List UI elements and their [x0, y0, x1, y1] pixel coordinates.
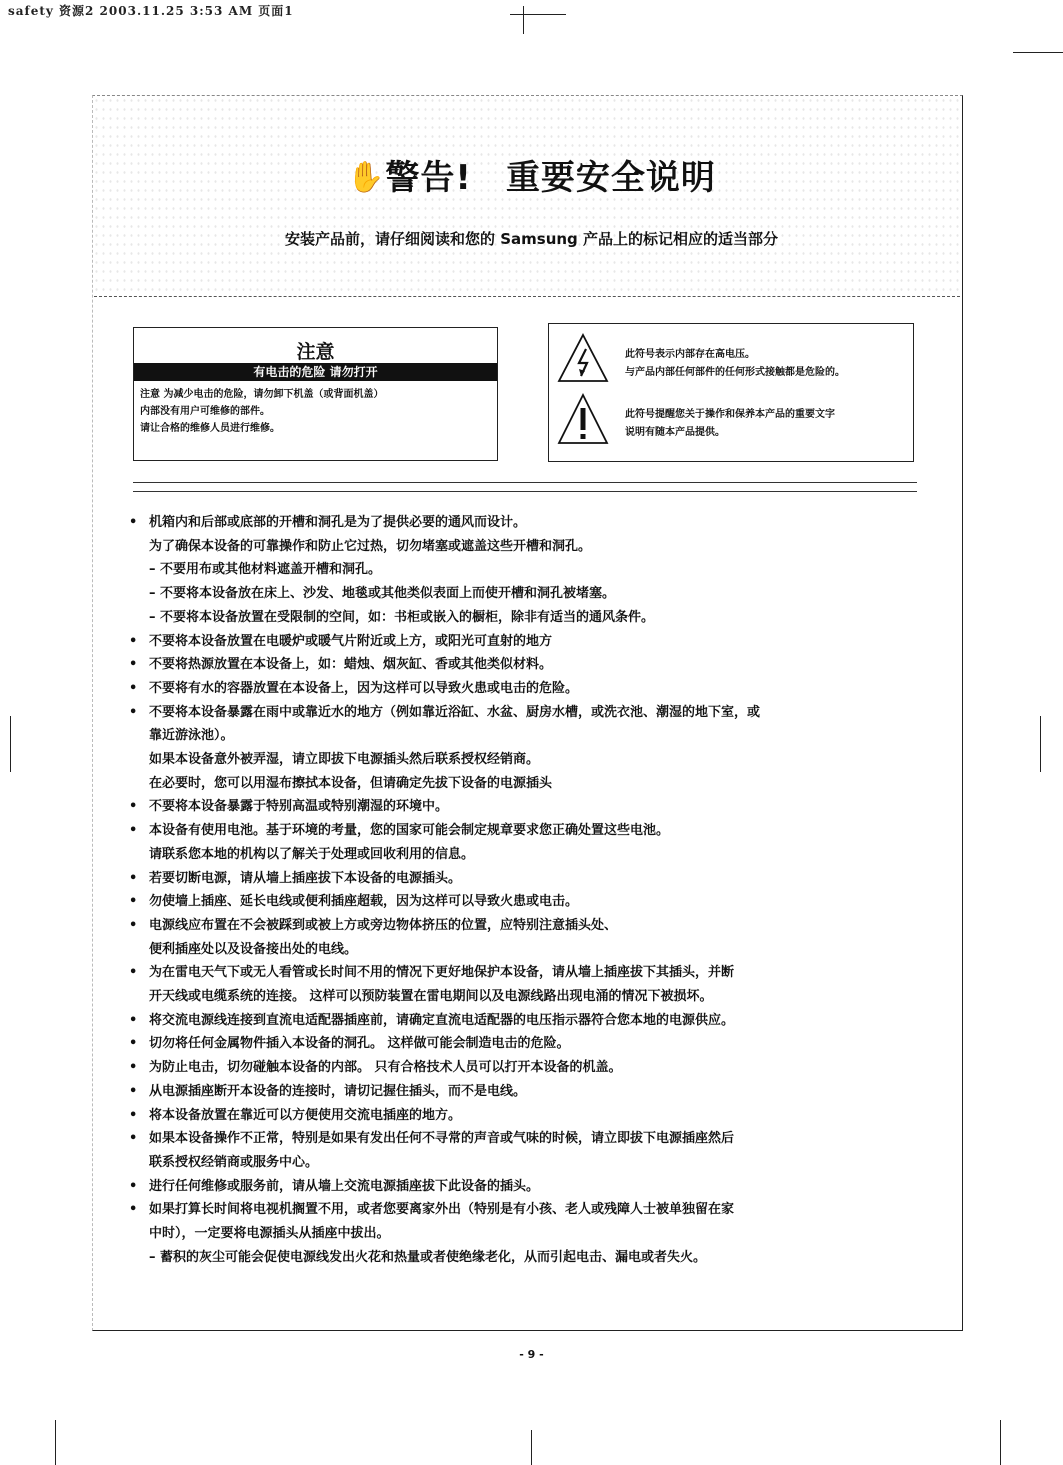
instruction-text: 在必要时，您可以用湿布擦拭本设备，但请确定先拔下设备的电源插头	[149, 775, 553, 791]
bullet-marker: •	[129, 799, 138, 815]
instruction-text: 靠近游泳池）。	[149, 728, 234, 744]
caution-title: 注意	[296, 341, 335, 363]
instruction-continuation	[129, 1151, 929, 1175]
crop-mark-top	[510, 14, 566, 15]
bullet-marker: •	[129, 1107, 138, 1123]
instruction-item	[129, 630, 929, 654]
instruction-item	[129, 677, 929, 701]
symbol-line: 此符号表示内部存在高电压。	[625, 349, 755, 360]
crop-mark-bottom-left	[55, 1420, 56, 1465]
symbol-line: 说明有随本产品提供。	[625, 427, 725, 438]
caution-line: 内部没有用户可维修的部件。	[140, 406, 270, 417]
instruction-text: – 不要将本设备放在床上、沙发、地毯或其他类似表面上而使开槽和洞孔被堵塞。	[149, 586, 616, 602]
instruction-text: 为了确保本设备的可靠操作和防止它过热，切勿堵塞或遮盖这些开槽和洞孔。	[149, 538, 592, 554]
instruction-continuation	[129, 748, 929, 772]
instruction-text: 勿使墙上插座、延长电线或便利插座超载，因为这样可以导致火患或电击。	[149, 894, 579, 910]
instruction-text: 如果本设备操作不正常，特别是如果有发出任何不寻常的声音或气味的时候，请立即拔下电源插座然后	[149, 1131, 735, 1147]
bullet-marker: •	[129, 1202, 138, 1218]
instruction-continuation	[129, 985, 929, 1009]
caution-bar: 有电击的危险 请勿打开	[134, 363, 497, 381]
hand-warning-icon: ✋	[347, 160, 386, 195]
lightning-triangle-icon	[557, 332, 609, 384]
instruction-item	[129, 1198, 929, 1222]
symbol-row-instructions	[557, 392, 907, 450]
instruction-continuation	[129, 843, 929, 867]
crop-mark-right	[1013, 52, 1063, 53]
instruction-text: 不要将本设备暴露于特别高温或特别潮湿的环境中。	[149, 799, 449, 815]
instruction-item	[129, 1056, 929, 1080]
instruction-text: 将本设备放置在靠近可以方便使用交流电插座的地方。	[149, 1107, 462, 1123]
symbol-row-voltage	[557, 332, 907, 390]
instruction-text: 从电源插座断开本设备的连接时，请切记握住插头，而不是电线。	[149, 1083, 527, 1099]
crop-mark-right-v	[1040, 716, 1041, 772]
bullet-marker: •	[129, 515, 138, 530]
page-subtitle: 安装产品前，请仔细阅读和您的 Samsung 产品上的标记相应的适当部分	[284, 230, 779, 248]
instruction-text: 联系授权经销商或服务中心。	[149, 1154, 319, 1170]
instruction-item	[129, 819, 929, 843]
instruction-text: – 蓄积的灰尘可能会促使电源线发出火花和热量或者使绝缘老化，从而引起电击、漏电或者失火。	[149, 1249, 707, 1265]
instruction-continuation	[129, 772, 929, 796]
instruction-item	[129, 701, 929, 725]
instruction-text: 本设备有使用电池。基于环境的考量，您的国家可能会制定规章要求您正确处置这些电池。	[149, 823, 670, 839]
instruction-text: 将交流电源线连接到直流电适配器插座前，请确定直流电适配器的电压指示器符合您本地的电源供应。	[149, 1012, 735, 1028]
symbol-box	[548, 323, 914, 462]
bullet-marker: •	[129, 1178, 138, 1194]
instruction-text: 如果打算长时间将电视机搁置不用，或者您要离家外出（特别是有小孩、老人或残障人士被单独留在家	[149, 1202, 735, 1218]
instruction-continuation	[129, 938, 929, 962]
symbol-line: 与产品内部任何部件的任何形式接触都是危险的。	[625, 367, 845, 378]
caution-line: 注意 为减少电击的危险，请勿卸下机盖（或背面机盖）	[140, 389, 384, 400]
title-main: 重要安全说明	[505, 158, 716, 198]
instruction-continuation	[129, 724, 929, 748]
instruction-continuation	[129, 1246, 929, 1270]
bullet-marker: •	[129, 823, 138, 839]
bullet-marker: •	[129, 1060, 138, 1076]
instruction-continuation	[129, 558, 929, 582]
safety-instructions-list	[129, 511, 929, 1270]
instruction-text: – 不要用布或其他材料遮盖开槽和洞孔。	[149, 562, 382, 578]
symbol-line: 此符号提醒您关于操作和保养本产品的重要文字	[625, 409, 835, 420]
instruction-continuation	[129, 535, 929, 559]
instruction-text: 不要将本设备暴露在雨中或靠近水的地方（例如靠近浴缸、水盆、厨房水槽，或洗衣池、潮湿的地下室，或	[149, 704, 761, 720]
instruction-continuation	[129, 606, 929, 630]
instruction-text: 不要将热源放置在本设备上，如：蜡烛、烟灰缸、香或其他类似材料。	[149, 657, 553, 673]
symbol-text-voltage	[625, 346, 910, 382]
bullet-marker: •	[129, 870, 138, 886]
instruction-continuation	[129, 1222, 929, 1246]
instruction-item	[129, 961, 929, 985]
instruction-item	[129, 653, 929, 677]
bullet-marker: •	[129, 1036, 138, 1052]
bullet-marker: •	[129, 1131, 138, 1147]
caution-line: 请让合格的维修人员进行维修。	[140, 423, 280, 434]
instruction-text: 进行任何维修或服务前，请从墙上交流电源插座拔下此设备的插头。	[149, 1178, 540, 1194]
caution-text	[134, 381, 497, 437]
instruction-text: 电源线应布置在不会被踩到或被上方或旁边物体挤压的位置，应特别注意插头处、	[149, 917, 618, 933]
instruction-text: 切勿将任何金属物件插入本设备的洞孔。 这样做可能会制造电击的危险。	[149, 1036, 570, 1052]
crop-mark-bottom-center	[531, 1430, 532, 1465]
bullet-marker: •	[129, 917, 138, 933]
caution-box	[133, 327, 498, 461]
instruction-item	[129, 1175, 929, 1199]
bullet-marker: •	[129, 1012, 138, 1028]
instruction-text: 为防止电击，切勿碰触本设备的内部。 只有合格技术人员可以打开本设备的机盖。	[149, 1060, 622, 1076]
crop-mark-left-v	[10, 716, 11, 772]
title-warning: 警告!	[385, 158, 472, 198]
instruction-text: 如果本设备意外被弄湿，请立即拔下电源插头然后联系授权经销商。	[149, 752, 540, 768]
print-header: safety 资源2 2003.11.25 3:53 AM 页面1	[8, 4, 294, 18]
bullet-marker: •	[129, 633, 138, 649]
bullet-marker: •	[129, 680, 138, 696]
bullet-marker: •	[129, 1083, 138, 1099]
bullet-marker: •	[129, 894, 138, 910]
instruction-item	[129, 914, 929, 938]
instruction-text: 不要将有水的容器放置在本设备上，因为这样可以导致火患或电击的危险。	[149, 680, 579, 696]
instruction-text: 机箱内和后部或底部的开槽和洞孔是为了提供必要的通风而设计。	[149, 515, 527, 530]
divider-rule	[133, 482, 917, 483]
divider-rule	[133, 491, 917, 492]
instruction-text: 中时），一定要将电源插头从插座中拔出。	[149, 1226, 390, 1242]
instruction-item	[129, 511, 929, 535]
page-title	[0, 150, 1063, 199]
exclamation-triangle-icon	[557, 392, 609, 446]
instruction-text: 开天线或电缆系统的连接。 这样可以预防装置在雷电期间以及电源线路出现电涌的情况下被损坏。	[149, 989, 713, 1005]
instruction-item	[129, 890, 929, 914]
crop-mark-bottom-right	[1000, 1420, 1001, 1465]
instruction-text: – 不要将本设备放置在受限制的空间，如：书柜或嵌入的橱柜，除非有适当的通风条件。	[149, 609, 655, 625]
instruction-item	[129, 1104, 929, 1128]
symbol-text-instructions	[625, 406, 910, 442]
instruction-item	[129, 1080, 929, 1104]
bullet-marker: •	[129, 704, 138, 720]
bullet-marker: •	[129, 657, 138, 673]
header-dashed-divider	[94, 296, 960, 297]
instruction-text: 不要将本设备放置在电暖炉或暖气片附近或上方，或阳光可直射的地方	[149, 633, 553, 649]
instruction-item	[129, 1032, 929, 1056]
instruction-continuation	[129, 582, 929, 606]
instruction-text: 便利插座处以及设备接出处的电线。	[149, 941, 358, 957]
page-number: - 9 -	[519, 1348, 544, 1361]
instruction-item	[129, 867, 929, 891]
crop-mark-top-v	[523, 6, 524, 34]
instruction-item	[129, 1127, 929, 1151]
instruction-text: 请联系您本地的机构以了解关于处理或回收利用的信息。	[149, 846, 475, 862]
instruction-item	[129, 1009, 929, 1033]
instruction-text: 为在雷电天气下或无人看管或长时间不用的情况下更好地保护本设备，请从墙上插座拔下其插头，并断	[149, 965, 735, 981]
instruction-text: 若要切断电源，请从墙上插座拔下本设备的电源插头。	[149, 870, 462, 886]
bullet-marker: •	[129, 965, 138, 981]
instruction-item	[129, 795, 929, 819]
